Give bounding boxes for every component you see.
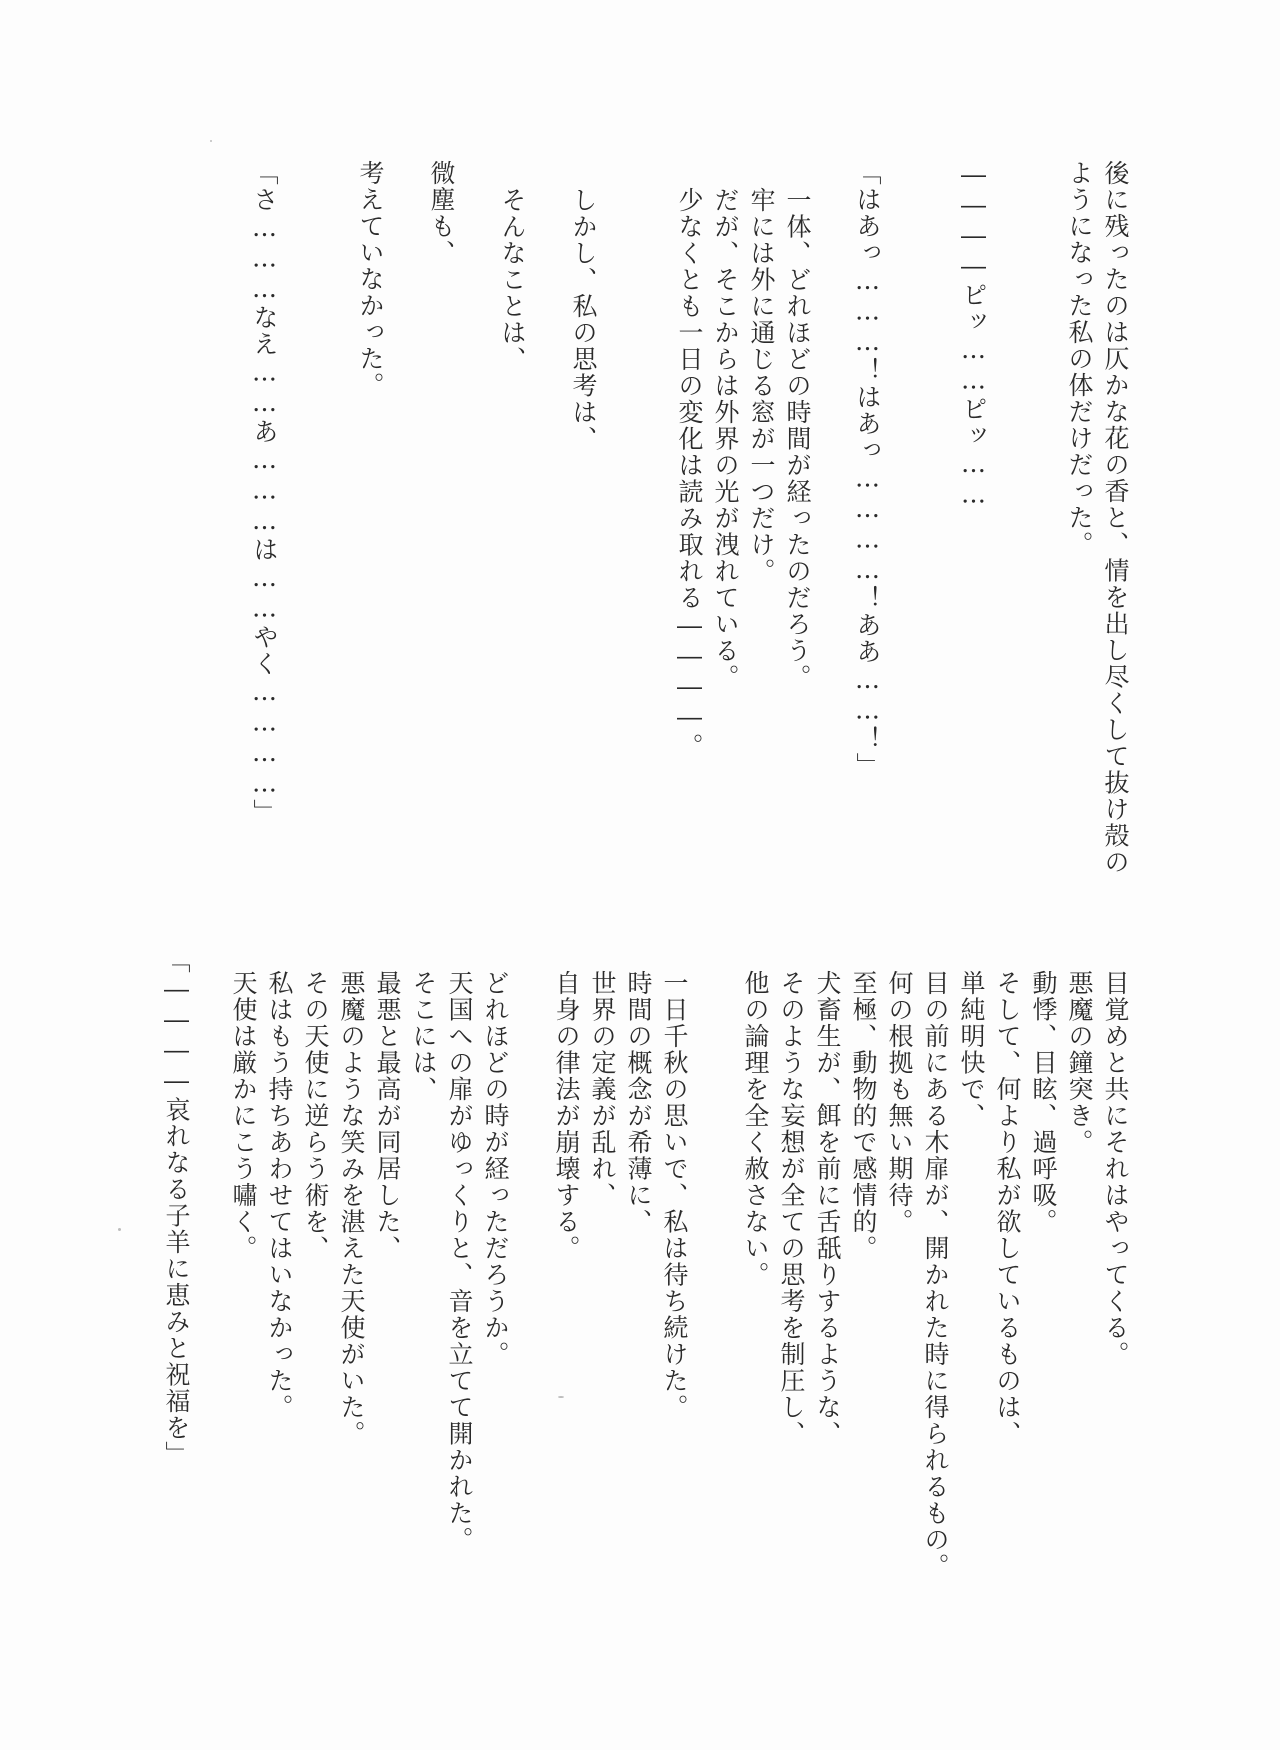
text-line: だが、そこからは外界の光が洩れている。	[711, 187, 740, 691]
text-line: どれほどの時が経っただろうか。	[481, 970, 510, 1368]
text-line: 何の根拠も無い期待。	[885, 970, 914, 1235]
text-line: そのような妄想が全ての思考を制圧し、	[777, 970, 806, 1447]
text-line: ――――ピッ……ピッ……	[959, 160, 988, 510]
text-line: ようになった私の体だけだった。	[1065, 160, 1094, 558]
text-line: 少なくとも一日の変化は読み取れる――――。	[675, 187, 704, 760]
scan-speck	[558, 1396, 564, 1398]
text-line: しかし、私の思考は、	[569, 187, 598, 452]
text-line: そこには、	[409, 970, 438, 1103]
text-line: 一体、どれほどの時間が経ったのだろう。	[783, 187, 812, 691]
text-line: 一日千秋の思いで、私は待ち続けた。	[660, 970, 689, 1421]
text-line: 自身の律法が崩壊する。	[552, 970, 581, 1262]
scan-speck	[210, 140, 212, 142]
dialogue-line: 「はあっ………！はあっ…………！ああ……！」	[853, 160, 882, 779]
text-line: 目覚めと共にそれはやってくる。	[1101, 970, 1130, 1368]
text-line: 時間の概念が希薄に、	[624, 970, 653, 1235]
text-line: そして、何より私が欲しているものは、	[993, 970, 1022, 1447]
text-line: 悪魔のような笑みを湛えた天使がいた。	[337, 970, 366, 1447]
text-line: 動悸、目眩、過呼吸。	[1029, 970, 1058, 1235]
text-line: 牢には外に通じる窓が一つだけ。	[747, 187, 776, 585]
text-line: 考えていなかった。	[356, 160, 385, 399]
text-line: そんなことは、	[498, 187, 527, 373]
dialogue-line: 「さ………なえ……あ………は……やく…………」	[250, 160, 279, 826]
text-line: 最悪と最高が同居した、	[373, 970, 402, 1262]
text-line: 微塵も、	[427, 160, 456, 266]
text-line: 悪魔の鐘突き。	[1065, 970, 1094, 1156]
text-line: その天使に逆らう術を、	[301, 970, 330, 1262]
text-line: 他の論理を全く赦さない。	[741, 970, 770, 1288]
text-line: 目の前にある木扉が、開かれた時に得られるもの。	[921, 970, 950, 1580]
text-line: 私はもう持ちあわせてはいなかった。	[265, 970, 294, 1421]
text-line: 天使は厳かにこう嘯く。	[229, 970, 258, 1262]
text-line: 至極、動物的で感情的。	[849, 970, 878, 1262]
text-line: 天国への扉がゆっくりと、音を立てて開かれた。	[445, 970, 474, 1553]
text-line: 犬畜生が、餌を前に舌舐りするような、	[813, 970, 842, 1447]
text-line: 後に残ったのは仄かな花の香と、情を出し尽くして抜け殻の	[1101, 160, 1130, 876]
dialogue-line: 「――――哀れなる子羊に恵みと祝福を」	[162, 948, 191, 1468]
text-line: 単純明快で、	[957, 970, 986, 1129]
scan-speck	[118, 1228, 121, 1231]
text-line: 世界の定義が乱れ、	[588, 970, 617, 1209]
